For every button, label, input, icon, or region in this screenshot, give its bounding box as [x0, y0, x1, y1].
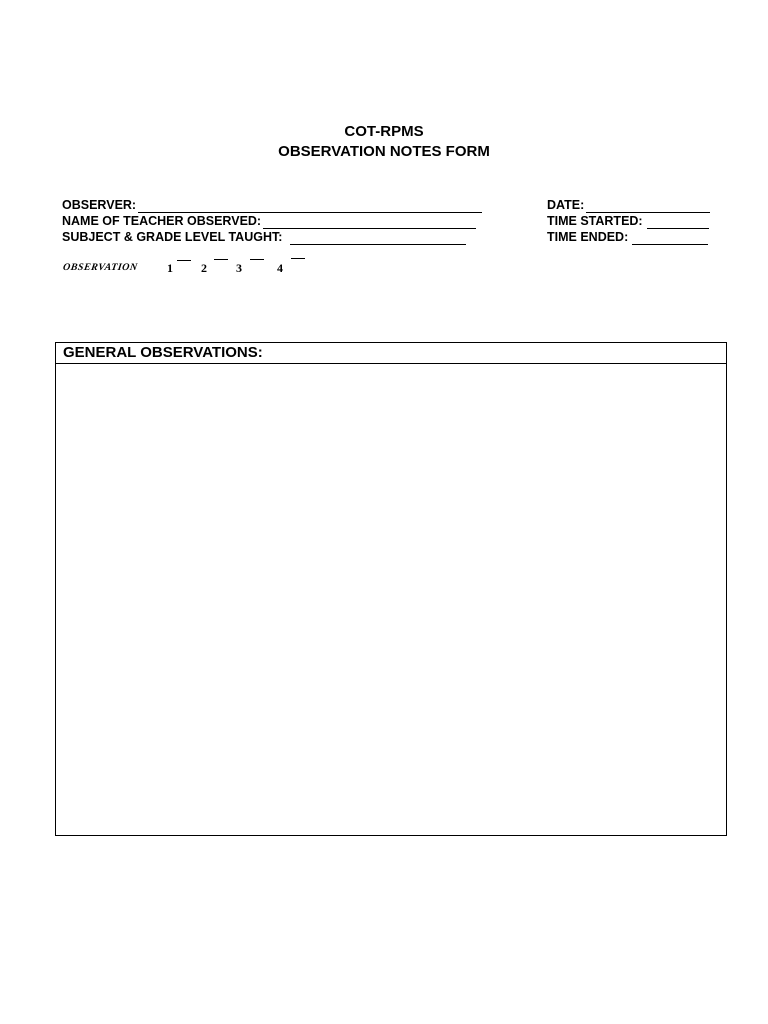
time-ended-field [547, 230, 708, 245]
teacher-label: NAME OF TEACHER OBSERVED: [62, 214, 262, 228]
time-started-field [547, 214, 709, 229]
time-started-label: TIME STARTED: [547, 214, 643, 228]
subject-field [62, 230, 466, 245]
observation-blank-3[interactable] [250, 259, 264, 260]
time-started-input[interactable] [647, 216, 709, 229]
time-ended-label: TIME ENDED: [547, 230, 629, 244]
observation-blank-1[interactable] [177, 260, 191, 261]
general-observations-heading: GENERAL OBSERVATIONS: [56, 343, 726, 364]
observation-option-4[interactable]: 4 [277, 261, 283, 275]
observer-input[interactable] [138, 200, 482, 213]
general-observations-notes[interactable] [56, 364, 726, 835]
general-observations-box [55, 342, 727, 836]
teacher-field [62, 214, 476, 229]
date-field [547, 198, 710, 213]
date-label: DATE: [547, 198, 585, 212]
observation-option-2[interactable]: 2 [201, 261, 207, 275]
observer-field [62, 198, 482, 213]
time-ended-input[interactable] [632, 232, 708, 245]
form-subtitle: OBSERVATION NOTES FORM [278, 143, 490, 160]
observation-blank-4[interactable] [291, 258, 305, 259]
observer-label: OBSERVER: [62, 198, 137, 212]
subject-label: SUBJECT & GRADE LEVEL TAUGHT: [62, 230, 283, 244]
observation-option-1[interactable]: 1 [167, 261, 173, 275]
observation-blank-2[interactable] [214, 259, 228, 260]
observation-label: OBSERVATION [62, 262, 139, 273]
observation-option-3[interactable]: 3 [236, 261, 242, 275]
teacher-input[interactable] [263, 216, 476, 229]
form-title: COT-RPMS [344, 123, 424, 140]
subject-input[interactable] [290, 232, 466, 245]
date-input[interactable] [586, 200, 710, 213]
